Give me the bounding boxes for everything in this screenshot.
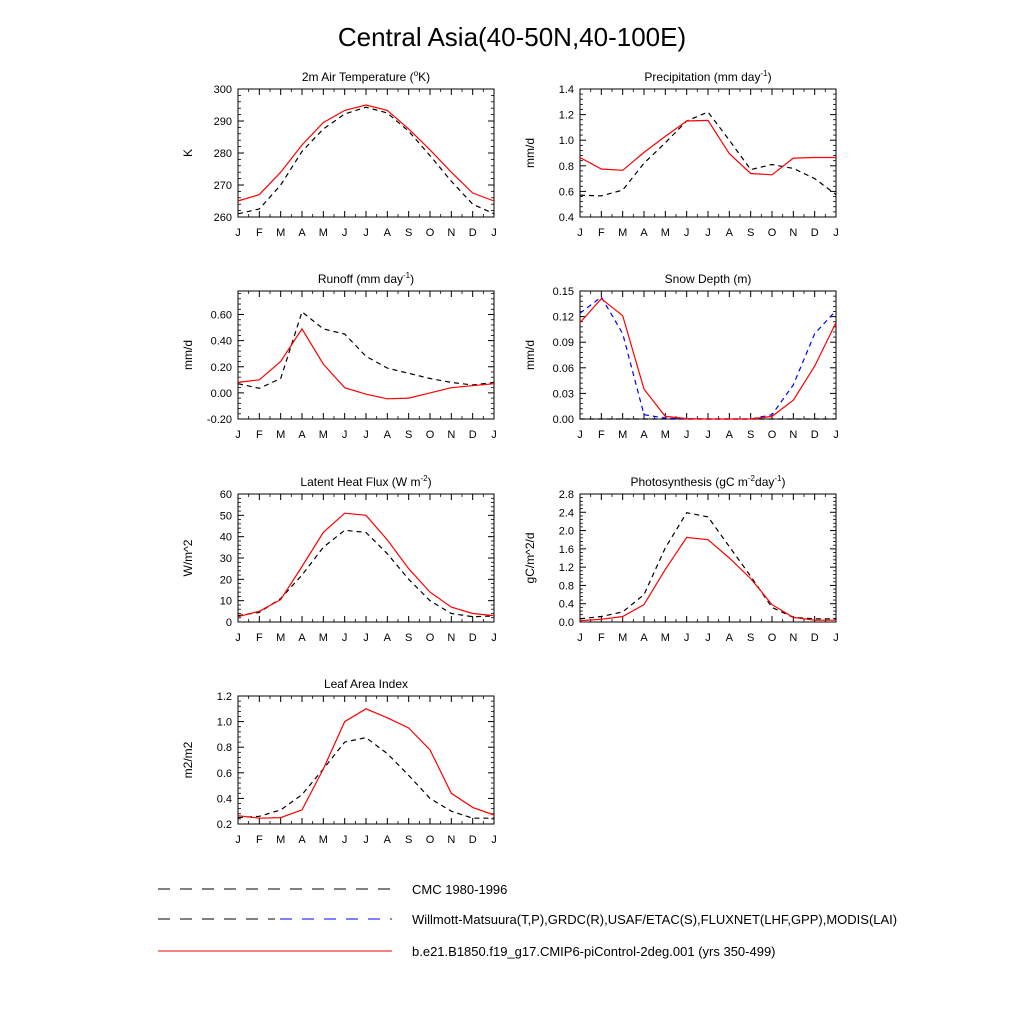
y-tick-label: 0.40	[210, 335, 232, 348]
x-tick-label: J	[491, 429, 497, 441]
y-tick-label: 0.20	[210, 361, 232, 374]
series-line-model	[580, 299, 836, 419]
x-tick-label: J	[491, 227, 497, 239]
x-tick-label: J	[577, 429, 583, 441]
y-axis-label: K	[181, 148, 195, 158]
series-line-model	[238, 513, 494, 617]
x-tick-label: S	[746, 227, 755, 239]
x-tick-label: J	[341, 227, 348, 239]
x-tick-label: M	[318, 429, 328, 441]
chart-title: Latent Heat Flux (W $m^{-2}$)	[300, 474, 432, 489]
x-tick-label: D	[468, 429, 477, 441]
chart-title: Photosynthesis (gC $m^{-2}day^{-1}$)	[630, 474, 786, 489]
x-tick-label: M	[618, 429, 628, 441]
plot-frame	[238, 89, 494, 217]
y-tick-label: -0.20	[206, 414, 232, 426]
series-line-obs	[238, 107, 494, 214]
x-tick-label: A	[298, 632, 306, 644]
x-tick-label: N	[447, 429, 456, 441]
y-tick-label: 0.4	[558, 212, 574, 224]
x-tick-label: J	[577, 227, 583, 239]
x-tick-label: A	[725, 429, 734, 441]
legend-label: Willmott-Matsuura(T,P),GRDC(R),USAF/ETAC(S),FLUXNET(LHF,GPP),MODIS(LAI)	[412, 912, 898, 927]
x-tick-label: A	[298, 429, 306, 441]
x-tick-label: A	[725, 632, 734, 644]
plot-frame	[580, 494, 836, 622]
legend-label: CMC 1980-1996	[412, 882, 508, 897]
y-tick-label: 1.6	[558, 543, 574, 556]
x-tick-label: A	[383, 227, 392, 239]
x-tick-label: O	[425, 632, 435, 644]
x-tick-label: O	[767, 227, 777, 239]
x-tick-label: J	[363, 227, 369, 239]
series-line-model	[238, 709, 494, 818]
x-tick-label: N	[447, 227, 456, 239]
y-axis-label: gC/m^2/d	[523, 532, 537, 584]
x-tick-label: F	[597, 227, 605, 239]
x-tick-label: D	[468, 834, 477, 846]
y-axis-label: mm/d	[181, 340, 195, 370]
x-tick-label: J	[341, 429, 348, 441]
chart-panel-precip	[523, 69, 839, 239]
y-tick-label: 0.8	[216, 742, 232, 755]
y-tick-label: 30	[219, 553, 232, 565]
y-tick-label: 50	[219, 510, 232, 523]
x-tick-label: A	[298, 227, 306, 239]
legend-entry-0	[158, 882, 507, 897]
x-tick-label: O	[767, 429, 777, 441]
series-line-obs	[580, 112, 836, 196]
x-tick-label: N	[447, 632, 456, 644]
x-tick-label: M	[660, 632, 670, 644]
x-tick-label: A	[383, 429, 392, 441]
legend	[158, 882, 897, 959]
y-tick-label: 0.4	[216, 793, 232, 806]
y-tick-label: 0.12	[552, 311, 574, 324]
x-tick-label: M	[276, 834, 286, 846]
x-tick-label: N	[789, 632, 798, 644]
y-tick-label: 0.00	[210, 387, 232, 400]
series-line-obs_alt	[580, 297, 836, 419]
chart-panel-gpp	[523, 474, 839, 644]
x-tick-label: A	[725, 227, 734, 239]
x-tick-label: O	[425, 834, 435, 846]
y-tick-label: 270	[213, 180, 232, 192]
y-tick-label: 0.0	[558, 617, 574, 629]
x-tick-label: J	[235, 429, 241, 441]
x-tick-label: O	[767, 632, 777, 644]
chart-panel-lhf	[181, 474, 497, 644]
y-tick-label: 20	[219, 574, 232, 587]
plot-frame	[580, 89, 836, 217]
x-tick-label: J	[683, 227, 690, 239]
x-tick-label: J	[235, 227, 241, 239]
x-tick-label: M	[276, 429, 286, 441]
plot-frame	[238, 494, 494, 622]
series-line-model	[580, 537, 836, 620]
x-tick-label: D	[810, 227, 819, 239]
x-tick-label: J	[363, 834, 369, 846]
x-tick-label: S	[746, 632, 755, 644]
x-tick-label: M	[276, 632, 286, 644]
x-tick-label: F	[255, 227, 263, 239]
y-tick-label: 290	[213, 116, 232, 128]
y-tick-label: 0.00	[552, 414, 574, 426]
x-tick-label: F	[597, 429, 605, 441]
x-tick-label: D	[810, 429, 819, 441]
x-tick-label: S	[746, 429, 755, 441]
x-tick-label: N	[447, 834, 456, 846]
x-tick-label: A	[298, 834, 306, 846]
x-tick-label: M	[318, 227, 328, 239]
series-line-obs	[238, 530, 494, 616]
panels	[181, 69, 839, 846]
y-tick-label: 0.6	[558, 186, 574, 199]
x-tick-label: D	[468, 632, 477, 644]
x-tick-label: J	[235, 834, 241, 846]
y-tick-label: 0.03	[552, 388, 574, 401]
chart-panel-snow	[523, 272, 839, 441]
y-tick-label: 0.09	[552, 337, 574, 350]
figure-title: Central Asia(40-50N,40-100E)	[337, 22, 687, 52]
x-tick-label: M	[318, 632, 328, 644]
x-tick-label: N	[789, 429, 798, 441]
x-tick-label: S	[404, 227, 413, 239]
y-tick-label: 260	[213, 212, 232, 224]
x-tick-label: F	[597, 632, 605, 644]
x-tick-label: J	[705, 429, 711, 441]
chart-title: Runoff (mm day$^{-1}$)	[317, 271, 415, 286]
series-line-model	[238, 105, 494, 201]
x-tick-label: M	[660, 429, 670, 441]
y-axis-label: W/m^2	[181, 539, 195, 577]
y-tick-label: 1.0	[216, 716, 232, 729]
y-tick-label: 280	[213, 148, 232, 160]
x-tick-label: D	[810, 632, 819, 644]
y-axis-label: mm/d	[523, 340, 537, 370]
x-tick-label: J	[833, 429, 839, 441]
y-tick-label: 1.2	[558, 562, 574, 575]
legend-label: b.e21.B1850.f19_g17.CMIP6-piControl-2deg.001 (yrs 350-499)	[412, 944, 776, 959]
x-tick-label: O	[425, 227, 435, 239]
x-tick-label: F	[255, 429, 263, 441]
y-tick-label: 0.2	[216, 819, 232, 831]
x-tick-label: A	[383, 834, 392, 846]
x-tick-label: J	[491, 632, 497, 644]
plot-frame	[580, 291, 836, 419]
y-tick-label: 0.60	[210, 309, 232, 322]
series-line-obs	[238, 738, 494, 819]
plot-frame	[238, 291, 494, 419]
x-tick-label: J	[491, 834, 497, 846]
chart-title: Leaf Area Index	[323, 677, 409, 691]
series-line-model	[238, 329, 494, 399]
chart-title: Precipitation (mm day$^{-1}$)	[644, 69, 772, 84]
x-tick-label: N	[789, 227, 798, 239]
x-tick-label: A	[383, 632, 392, 644]
y-tick-label: 1.0	[558, 135, 574, 148]
chart-panel-lai	[181, 677, 497, 846]
x-tick-label: J	[363, 429, 369, 441]
x-tick-label: J	[705, 227, 711, 239]
x-tick-label: J	[235, 632, 241, 644]
x-tick-label: M	[618, 632, 628, 644]
y-tick-label: 1.2	[558, 109, 574, 122]
x-tick-label: F	[255, 834, 263, 846]
chart-title: 2m Air Temperature ($^o$K)	[301, 69, 431, 84]
x-tick-label: D	[468, 227, 477, 239]
x-tick-label: J	[363, 632, 369, 644]
y-tick-label: 40	[219, 531, 232, 544]
y-tick-label: 0	[225, 617, 232, 629]
x-tick-label: J	[833, 632, 839, 644]
y-tick-label: 1.2	[216, 691, 232, 703]
plot-frame	[238, 696, 494, 824]
legend-entry-1	[158, 912, 897, 927]
y-tick-label: 0.8	[558, 160, 574, 173]
y-tick-label: 2.4	[558, 507, 574, 520]
chart-panel-runoff	[181, 271, 497, 441]
x-tick-label: J	[341, 632, 348, 644]
x-tick-label: J	[683, 429, 690, 441]
x-tick-label: M	[276, 227, 286, 239]
x-tick-label: A	[640, 227, 648, 239]
y-tick-label: 0.4	[558, 598, 574, 611]
x-tick-label: J	[341, 834, 348, 846]
y-tick-label: 10	[219, 595, 232, 608]
chart-panel-tsa	[181, 69, 497, 239]
x-tick-label: J	[833, 227, 839, 239]
x-tick-label: J	[577, 632, 583, 644]
series-line-model	[580, 120, 836, 174]
y-axis-label: m2/m2	[181, 741, 195, 779]
x-tick-label: M	[318, 834, 328, 846]
y-tick-label: 0.06	[552, 362, 574, 375]
x-tick-label: M	[660, 227, 670, 239]
y-tick-label: 300	[213, 84, 232, 96]
x-tick-label: J	[705, 632, 711, 644]
y-tick-label: 0.6	[216, 767, 232, 780]
y-tick-label: 60	[219, 489, 232, 501]
series-line-obs	[580, 513, 836, 619]
x-tick-label: S	[404, 834, 413, 846]
y-tick-label: 2.8	[558, 489, 574, 501]
x-tick-label: S	[404, 429, 413, 441]
y-tick-label: 0.15	[552, 286, 574, 298]
x-tick-label: A	[640, 429, 648, 441]
x-tick-label: M	[618, 227, 628, 239]
x-tick-label: O	[425, 429, 435, 441]
x-tick-label: A	[640, 632, 648, 644]
y-tick-label: 0.8	[558, 580, 574, 593]
legend-entry-2	[158, 944, 776, 959]
y-tick-label: 1.4	[558, 84, 574, 96]
x-tick-label: S	[404, 632, 413, 644]
series-line-obs	[238, 312, 494, 388]
y-tick-label: 2.0	[558, 525, 574, 538]
x-tick-label: J	[683, 632, 690, 644]
x-tick-label: F	[255, 632, 263, 644]
chart-title: Snow Depth (m)	[664, 272, 752, 286]
y-axis-label: mm/d	[523, 138, 537, 168]
